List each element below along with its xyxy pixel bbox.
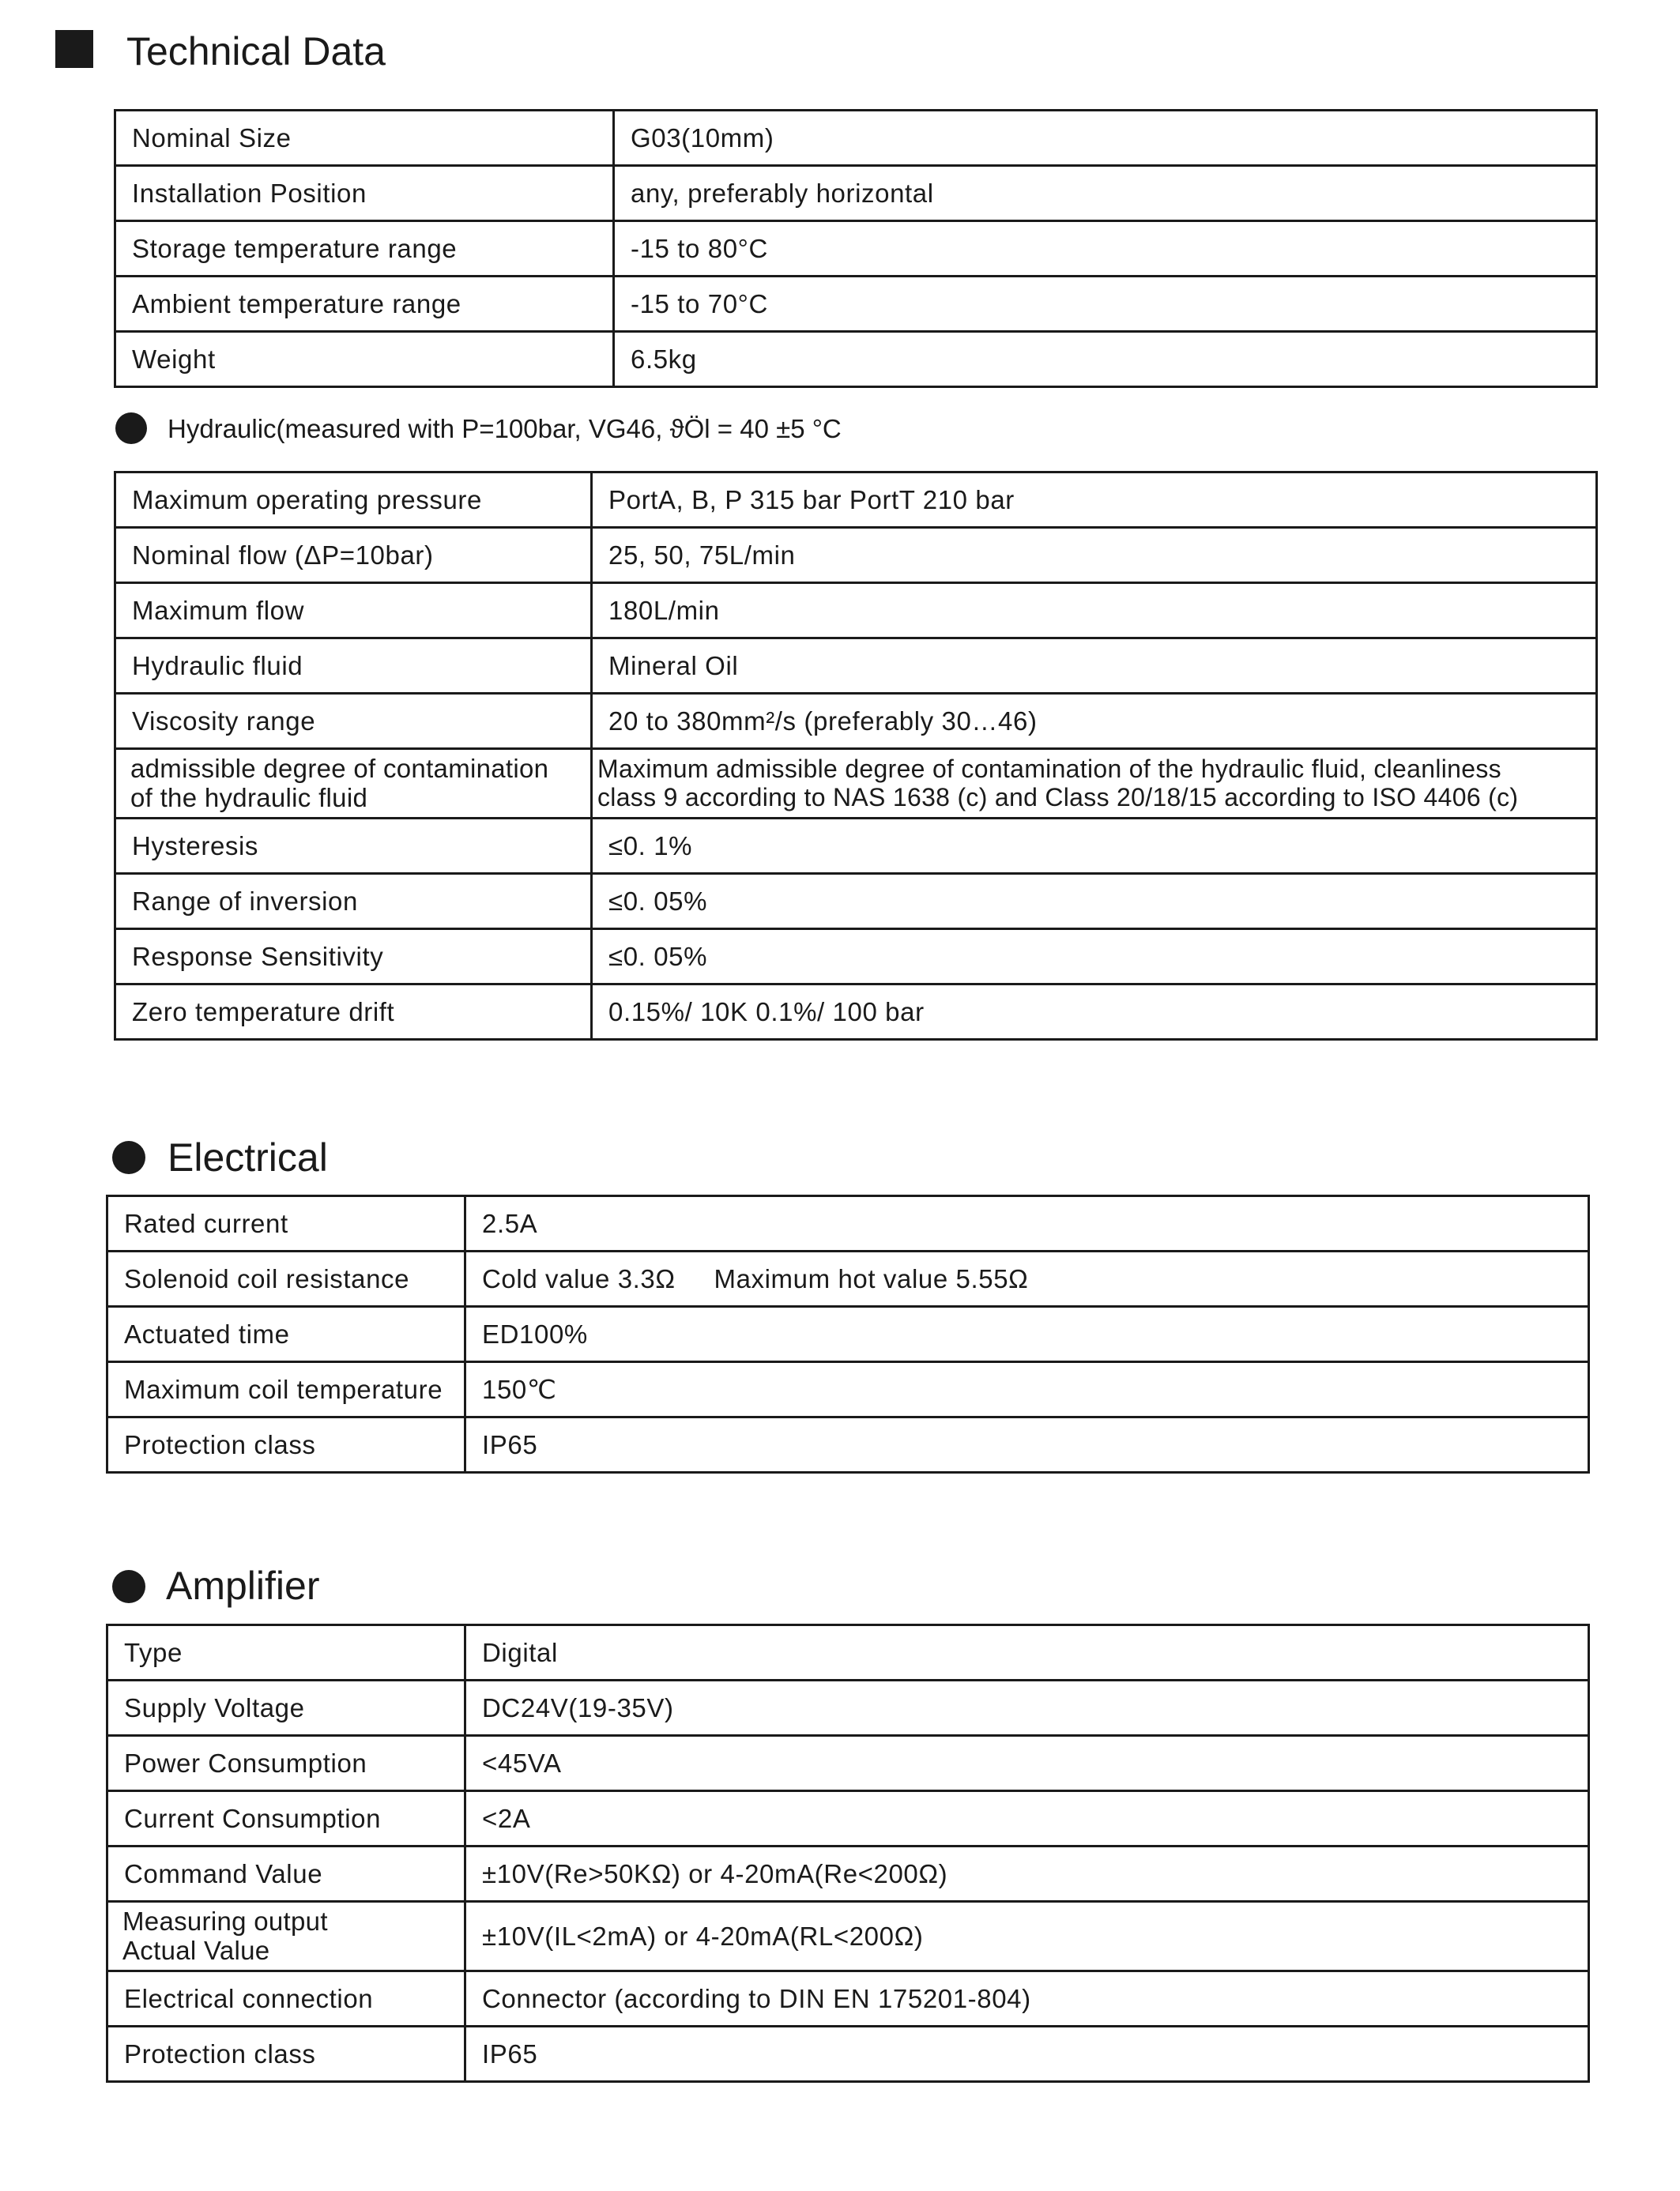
row-label — [115, 749, 592, 819]
table-row — [115, 277, 1597, 332]
row-value: <2A — [465, 1791, 1589, 1847]
table-row — [107, 1252, 1589, 1307]
row-label: Nominal flow (ΔP=10bar) — [115, 528, 592, 583]
table-row — [107, 1791, 1589, 1847]
row-value: Mineral Oil — [592, 638, 1597, 694]
row-value: 180L/min — [592, 583, 1597, 638]
bullet-dot-icon — [112, 1141, 145, 1174]
row-value: ≤0. 05% — [592, 874, 1597, 929]
row-value: ±10V(Re>50KΩ) or 4-20mA(Re<200Ω) — [465, 1847, 1589, 1902]
row-label: Supply Voltage — [107, 1681, 465, 1736]
table-row — [107, 1971, 1589, 2027]
row-label: Electrical connection — [107, 1971, 465, 2027]
table-row — [115, 638, 1597, 694]
row-value: ED100% — [465, 1307, 1589, 1362]
row-label: Installation Position — [115, 166, 614, 221]
row-label: Viscosity range — [115, 694, 592, 749]
row-value: G03(10mm) — [614, 111, 1597, 166]
label-line: Actual Value — [122, 1935, 270, 1965]
row-label: Protection class — [107, 2027, 465, 2082]
table-row — [107, 1736, 1589, 1791]
row-value: ≤0. 05% — [592, 929, 1597, 984]
table-row — [107, 1625, 1589, 1681]
row-value: any, preferably horizontal — [614, 166, 1597, 221]
row-label: Hydraulic fluid — [115, 638, 592, 694]
table-row — [107, 1307, 1589, 1362]
row-label: Nominal Size — [115, 111, 614, 166]
row-value: <45VA — [465, 1736, 1589, 1791]
electrical-table — [106, 1195, 1590, 1474]
row-value: Digital — [465, 1625, 1589, 1681]
row-value: IP65 — [465, 2027, 1589, 2082]
row-value: ±10V(IL<2mA) or 4-20mA(RL<200Ω) — [465, 1902, 1589, 1971]
row-value: 6.5kg — [614, 332, 1597, 387]
row-label: Maximum flow — [115, 583, 592, 638]
row-value: DC24V(19-35V) — [465, 1681, 1589, 1736]
row-label: Ambient temperature range — [115, 277, 614, 332]
table-row — [115, 166, 1597, 221]
table-row — [107, 1681, 1589, 1736]
row-label: Response Sensitivity — [115, 929, 592, 984]
row-label: Range of inversion — [115, 874, 592, 929]
amplifier-table — [106, 1624, 1590, 2083]
row-label: Hysteresis — [115, 819, 592, 874]
row-label: Power Consumption — [107, 1736, 465, 1791]
row-label: Storage temperature range — [115, 221, 614, 277]
table-row — [115, 332, 1597, 387]
row-label — [107, 1902, 465, 1971]
table-row — [107, 1847, 1589, 1902]
row-value — [592, 749, 1597, 819]
table-row — [107, 1196, 1589, 1252]
technical-data-table — [114, 109, 1598, 388]
table-row — [107, 2027, 1589, 2082]
row-label: Protection class — [107, 1417, 465, 1473]
row-value: -15 to 80°C — [614, 221, 1597, 277]
hydraulic-table — [114, 471, 1598, 1041]
row-value: IP65 — [465, 1417, 1589, 1473]
hydraulic-note: Hydraulic(measured with P=100bar, VG46, ϑÖl = 40 ±5 °C — [168, 414, 842, 443]
table-row — [107, 1362, 1589, 1417]
row-label: Command Value — [107, 1847, 465, 1902]
row-label: Maximum coil temperature — [107, 1362, 465, 1417]
row-value: -15 to 70°C — [614, 277, 1597, 332]
table-row — [115, 221, 1597, 277]
bullet-dot-icon — [112, 1570, 145, 1603]
table-row — [115, 694, 1597, 749]
table-row — [115, 472, 1597, 528]
row-value: 25, 50, 75L/min — [592, 528, 1597, 583]
label-line: of the hydraulic fluid — [130, 782, 368, 812]
table-row — [107, 1417, 1589, 1473]
row-value: 20 to 380mm²/s (preferably 30…46) — [592, 694, 1597, 749]
row-label: Solenoid coil resistance — [107, 1252, 465, 1307]
bullet-dot-icon — [115, 412, 147, 444]
table-row — [115, 819, 1597, 874]
amplifier-title: Amplifier — [166, 1564, 320, 1608]
row-value: ≤0. 1% — [592, 819, 1597, 874]
row-label: Actuated time — [107, 1307, 465, 1362]
table-row — [115, 528, 1597, 583]
value-line: Maximum admissible degree of contamination of the hydraulic fluid, cleanliness — [597, 754, 1501, 783]
row-label: Current Consumption — [107, 1791, 465, 1847]
row-value: Connector (according to DIN EN 175201-804) — [465, 1971, 1589, 2027]
row-value: 2.5A — [465, 1196, 1589, 1252]
row-value: PortA, B, P 315 bar PortT 210 bar — [592, 472, 1597, 528]
label-line: Measuring output — [122, 1906, 328, 1936]
row-label: Rated current — [107, 1196, 465, 1252]
row-value: 150℃ — [465, 1362, 1589, 1417]
table-row — [107, 1902, 1589, 1971]
table-row — [115, 984, 1597, 1040]
electrical-title: Electrical — [168, 1135, 328, 1180]
table-row — [115, 583, 1597, 638]
row-label: Weight — [115, 332, 614, 387]
section-square-icon — [55, 30, 93, 68]
row-label: Zero temperature drift — [115, 984, 592, 1040]
table-row — [115, 749, 1597, 819]
row-label: Type — [107, 1625, 465, 1681]
table-row — [115, 111, 1597, 166]
value-line: class 9 according to NAS 1638 (c) and Class 20/18/15 according to ISO 4406 (c) — [597, 782, 1519, 811]
label-line: admissible degree of contamination — [130, 753, 549, 783]
technical-data-title: Technical Data — [126, 29, 386, 73]
row-label: Maximum operating pressure — [115, 472, 592, 528]
row-value: 0.15%/ 10K 0.1%/ 100 bar — [592, 984, 1597, 1040]
row-value: Cold value 3.3Ω Maximum hot value 5.55Ω — [465, 1252, 1589, 1307]
table-row — [115, 874, 1597, 929]
table-row — [115, 929, 1597, 984]
